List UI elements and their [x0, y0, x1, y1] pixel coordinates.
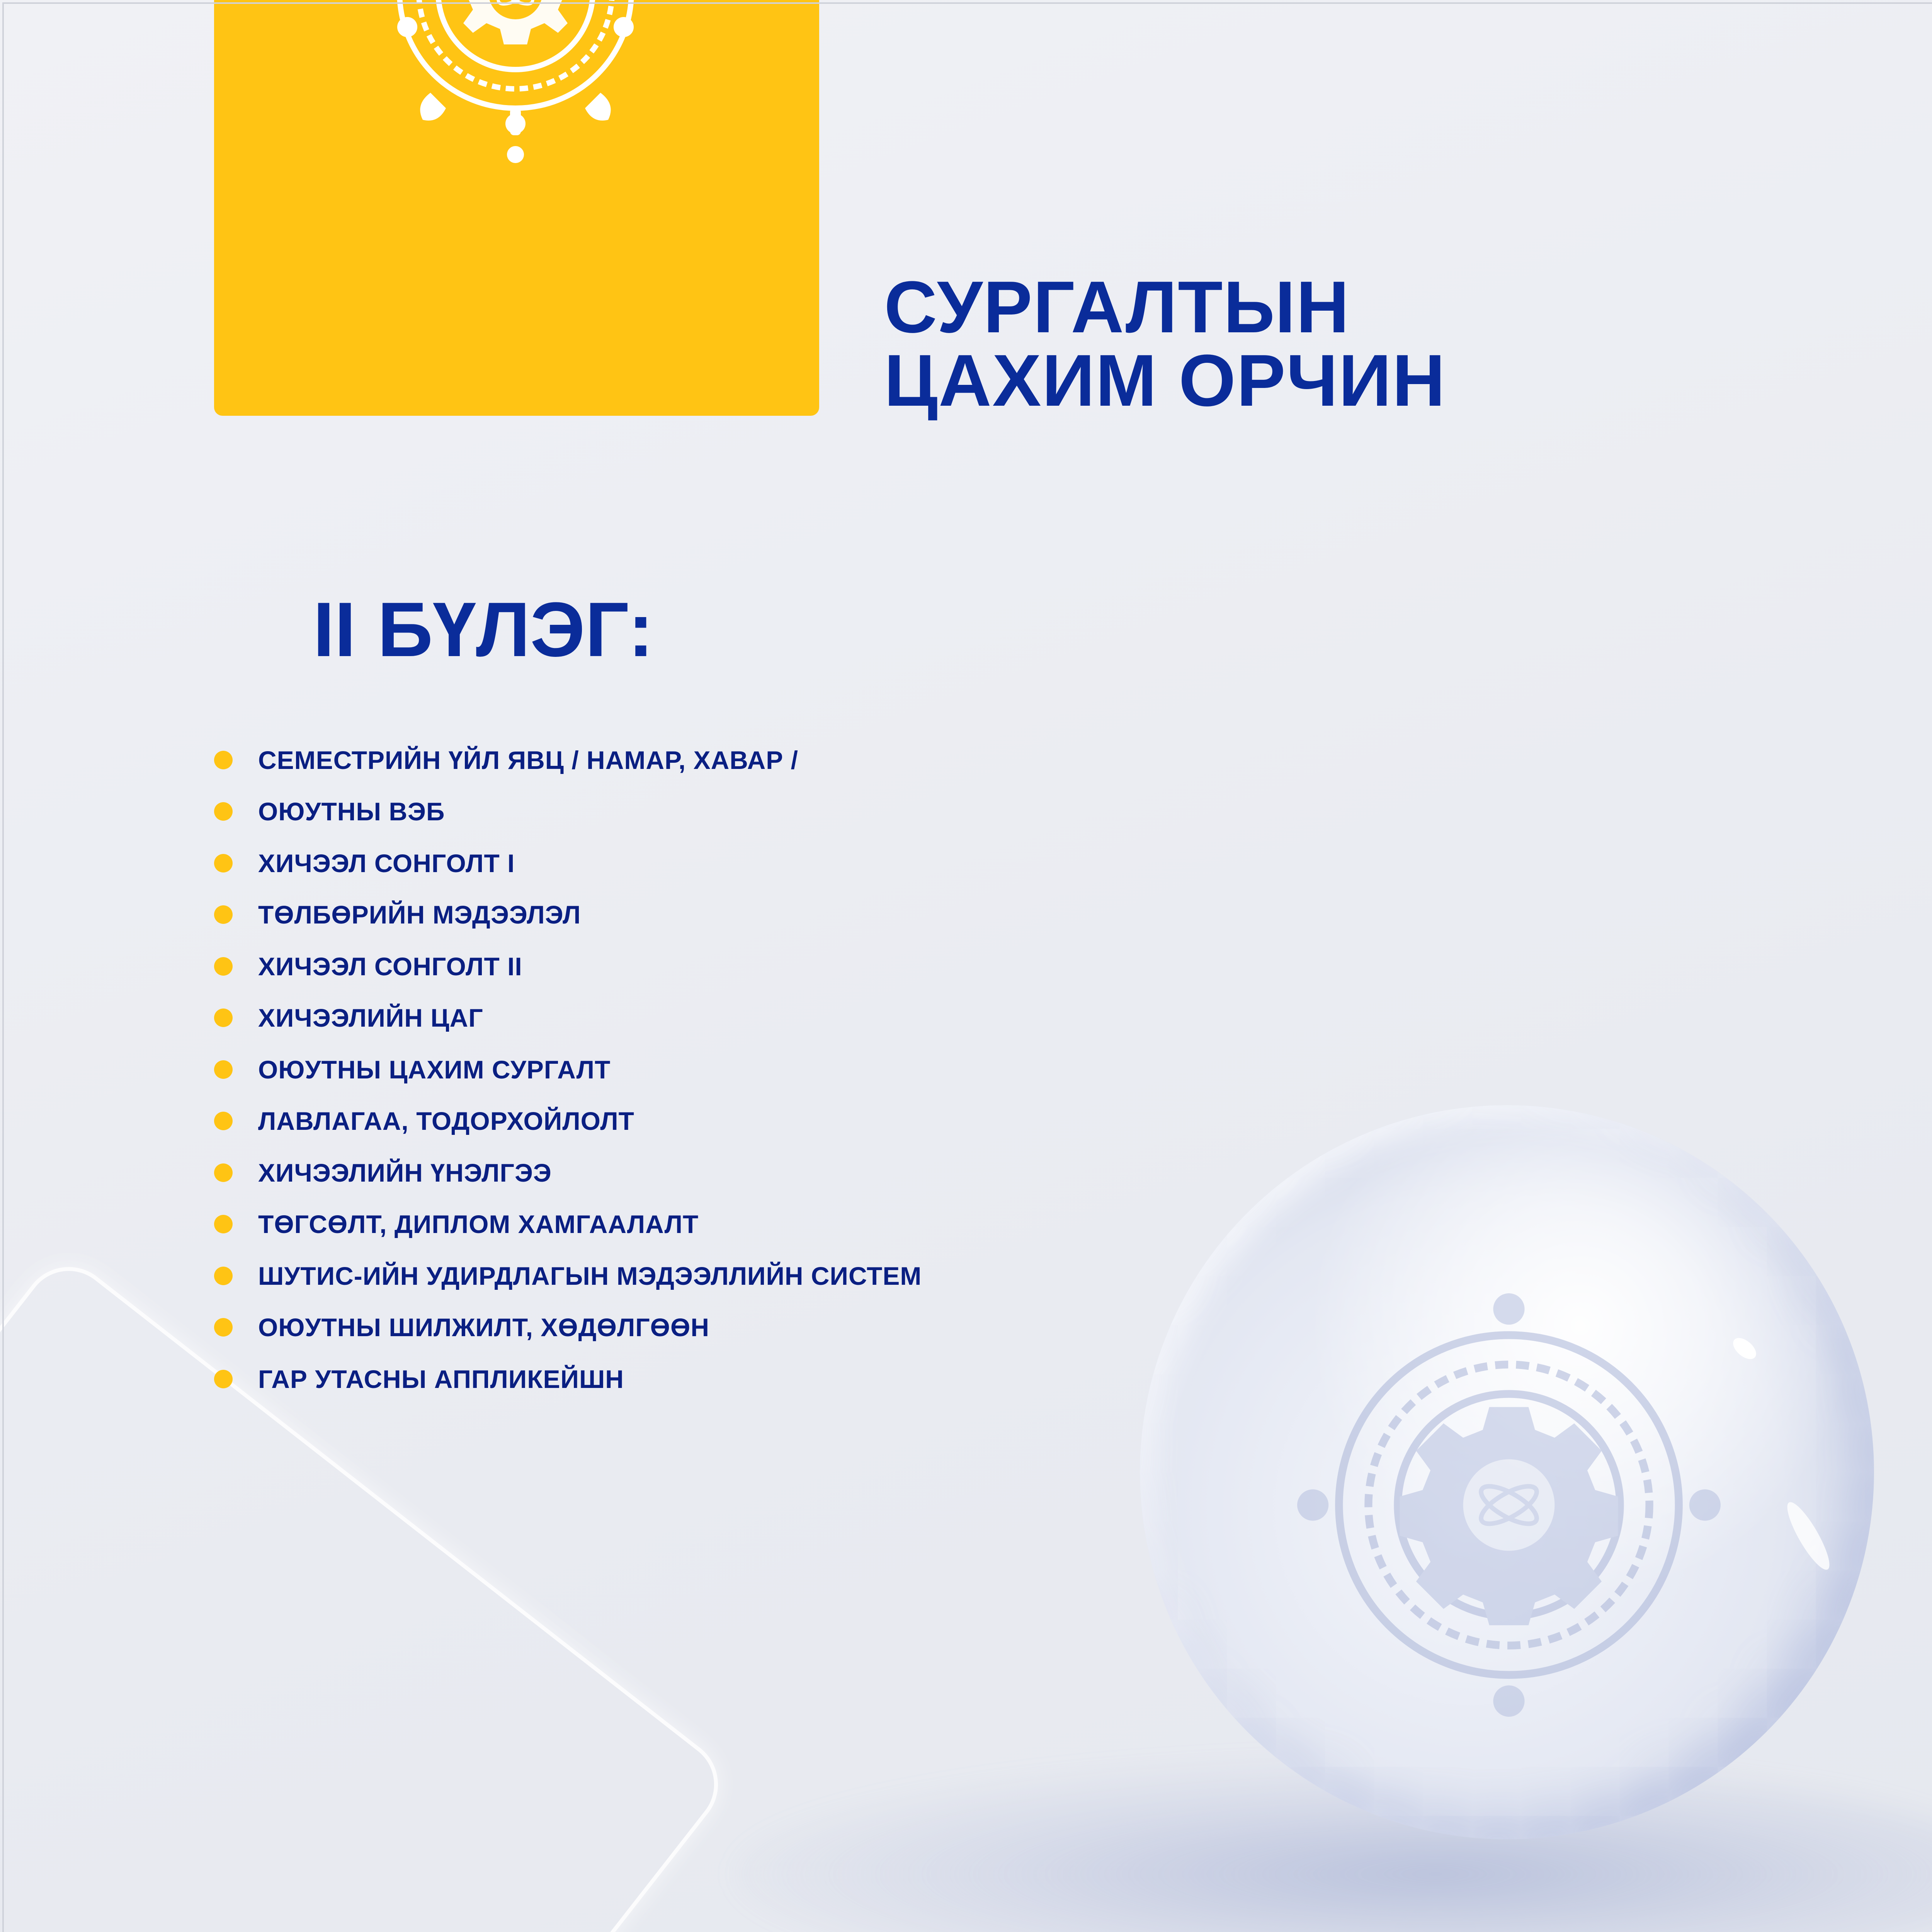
topic-label: ШУТИС-ИЙН УДИРДЛАГЫН МЭДЭЭЛЛИЙН СИСТЕМ	[258, 1261, 922, 1290]
page-title	[884, 266, 1446, 422]
list-item	[214, 786, 922, 838]
topic-label: ХИЧЭЭЛИЙН ЦАГ	[258, 1003, 483, 1032]
topic-label: ОЮУТНЫ ШИЛЖИЛТ, ХӨДӨЛГӨӨН	[258, 1313, 710, 1342]
bullet-icon	[214, 1060, 233, 1079]
topic-label: СЕМЕСТРИЙН ҮЙЛ ЯВЦ / НАМАР, ХАВАР /	[258, 745, 798, 774]
topic-label: ГАР УТАСНЫ АППЛИКЕЙШН	[258, 1364, 624, 1393]
list-item	[214, 1147, 922, 1199]
chapter-heading: II БҮЛЭГ:	[313, 587, 654, 673]
topic-label: ХИЧЭЭЛ СОНГОЛТ I	[258, 849, 515, 878]
bullet-icon	[214, 751, 233, 769]
bullet-icon	[214, 957, 233, 976]
list-item	[214, 734, 922, 786]
list-item	[214, 1302, 922, 1354]
list-item	[214, 889, 922, 941]
list-item	[214, 1353, 922, 1405]
university-emblem-icon	[384, 0, 647, 178]
bullet-icon	[214, 802, 233, 821]
title-line-2: ЦАХИМ ОРЧИН	[884, 340, 1446, 422]
bullet-icon	[214, 905, 233, 924]
list-item	[214, 1044, 922, 1095]
topic-label: ЛАВЛАГАА, ТОДОРХОЙЛОЛТ	[258, 1107, 634, 1136]
bullet-icon	[214, 1112, 233, 1130]
topic-label: ТӨЛБӨРИЙН МЭДЭЭЛЭЛ	[258, 900, 581, 929]
sphere-emblem-icon	[1287, 1283, 1731, 1727]
list-item	[214, 940, 922, 992]
list-item	[214, 992, 922, 1044]
topic-label: ОЮУТНЫ ЦАХИМ СУРГАЛТ	[258, 1055, 611, 1084]
topic-label: ХИЧЭЭЛ СОНГОЛТ II	[258, 952, 522, 981]
list-item	[214, 837, 922, 889]
list-item	[214, 1199, 922, 1250]
bullet-icon	[214, 1163, 233, 1182]
topic-label: ТӨГСӨЛТ, ДИПЛОМ ХАМГААЛАЛТ	[258, 1210, 699, 1239]
bullet-icon	[214, 854, 233, 872]
topic-list	[214, 734, 922, 1405]
bullet-icon	[214, 1318, 233, 1337]
logo-block	[214, 0, 819, 416]
bullet-icon	[214, 1009, 233, 1027]
title-line-1: СУРГАЛТЫН	[884, 266, 1350, 348]
topic-label: ОЮУТНЫ ВЭБ	[258, 797, 445, 826]
bullet-icon	[214, 1267, 233, 1285]
list-item	[214, 1250, 922, 1302]
bullet-icon	[214, 1370, 233, 1388]
topic-label: ХИЧЭЭЛИЙН ҮНЭЛГЭЭ	[258, 1158, 552, 1187]
bullet-icon	[214, 1215, 233, 1233]
list-item	[214, 1095, 922, 1147]
